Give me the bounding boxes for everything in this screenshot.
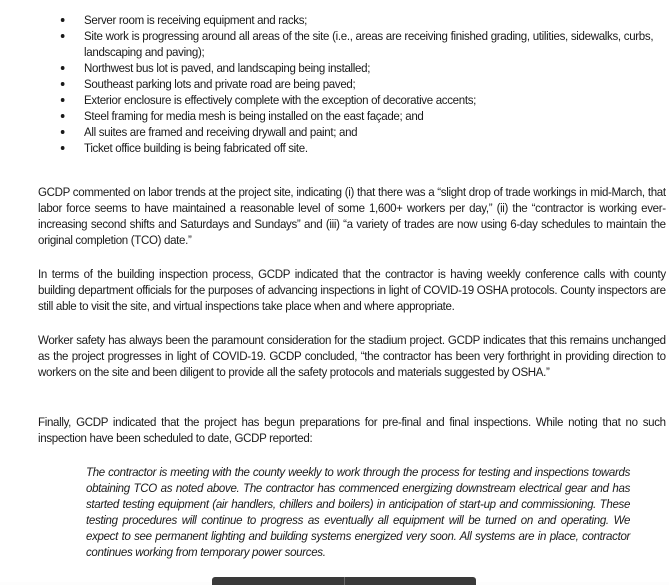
bullet-text: Southeast parking lots and private road are being paved; xyxy=(84,77,356,91)
list-item xyxy=(58,124,653,140)
bullet-icon xyxy=(61,130,65,134)
bullet-icon xyxy=(61,82,65,86)
bullet-icon xyxy=(61,146,65,150)
contractor-quote: The contractor is meeting with the county weekly to work through the process for testing and inspections towards obtaining TCO as noted above. The contractor has commenced energizing downstream electrical gear and has started testing equipment (air handlers, chillers and boilers) in anticipation of start-up and commissioning. These testing procedures will continue to progress as eventually all equipment will be turned on and operating. We expect to see permanent lighting and building systems energized very soon. All systems are in place, contractor continues working from temporary power sources. xyxy=(86,465,631,559)
list-item xyxy=(58,60,653,76)
toolbar-left-segment[interactable] xyxy=(212,577,344,585)
bullet-text: Site work is progressing around all areas of the site (i.e., areas are receiving finished grading, utilities, sidewalks, curbs, landscaping and paving); xyxy=(84,29,654,59)
bullet-icon xyxy=(61,114,65,118)
labor-trends-paragraph: GCDP commented on labor trends at the project site, indicating (i) that there was a “slight drop of trade workings in mid-March, that labor force seems to have maintained a reasonable level of some 1,600+ workers per day,” (ii) the “contractor is working ever-increasing second shifts and Saturdays and Sundays” and (iii) “a variety of trades are now using 6-day schedules to maintain the original completion (TCO) date.” xyxy=(38,185,666,247)
list-item xyxy=(58,108,653,124)
bullet-text: All suites are framed and receiving drywall and paint; and xyxy=(84,125,358,139)
bullet-text: Exterior enclosure is effectively complete with the exception of decorative accents; xyxy=(84,93,477,107)
bullet-icon xyxy=(61,18,65,22)
worker-safety-paragraph: Worker safety has always been the paramount consideration for the stadium project. GCDP indicates that this remains unchanged as the project progresses in light of COVID-19. GCDP concluded, “the contractor has been very forthright in providing direction to workers on the site and been diligent to provide all the safety protocols and materials suggested by OSHA.” xyxy=(38,333,666,379)
toolbar-right-segment[interactable] xyxy=(344,577,477,585)
inspection-paragraph: In terms of the building inspection process, GCDP indicated that the contractor is having weekly conference calls with county building department officials for the purposes of advancing inspections in light of COVID-19 OSHA protocols. County inspectors are still able to visit the site, and virtual inspections take place when and where appropriate. xyxy=(38,267,666,313)
list-item xyxy=(58,140,653,156)
list-item xyxy=(58,92,653,108)
final-inspections-paragraph: Finally, GCDP indicated that the project has begun preparations for pre-final and final inspections. While noting that no such inspection have been scheduled to date, GCDP reported: xyxy=(38,415,666,445)
bullet-icon xyxy=(61,34,65,38)
list-item xyxy=(58,28,653,60)
progress-bullet-list xyxy=(58,12,653,156)
bullet-text: Northwest bus lot is paved, and landscaping being installed; xyxy=(84,61,371,75)
list-item xyxy=(58,76,653,92)
bullet-text: Ticket office building is being fabricated off site. xyxy=(84,141,308,155)
bullet-icon xyxy=(61,98,65,102)
bullet-text: Steel framing for media mesh is being installed on the east façade; and xyxy=(84,109,424,123)
list-item xyxy=(58,12,653,28)
bullet-text: Server room is receiving equipment and racks; xyxy=(84,13,308,27)
bullet-icon xyxy=(61,66,65,70)
viewer-toolbar[interactable] xyxy=(212,577,476,585)
